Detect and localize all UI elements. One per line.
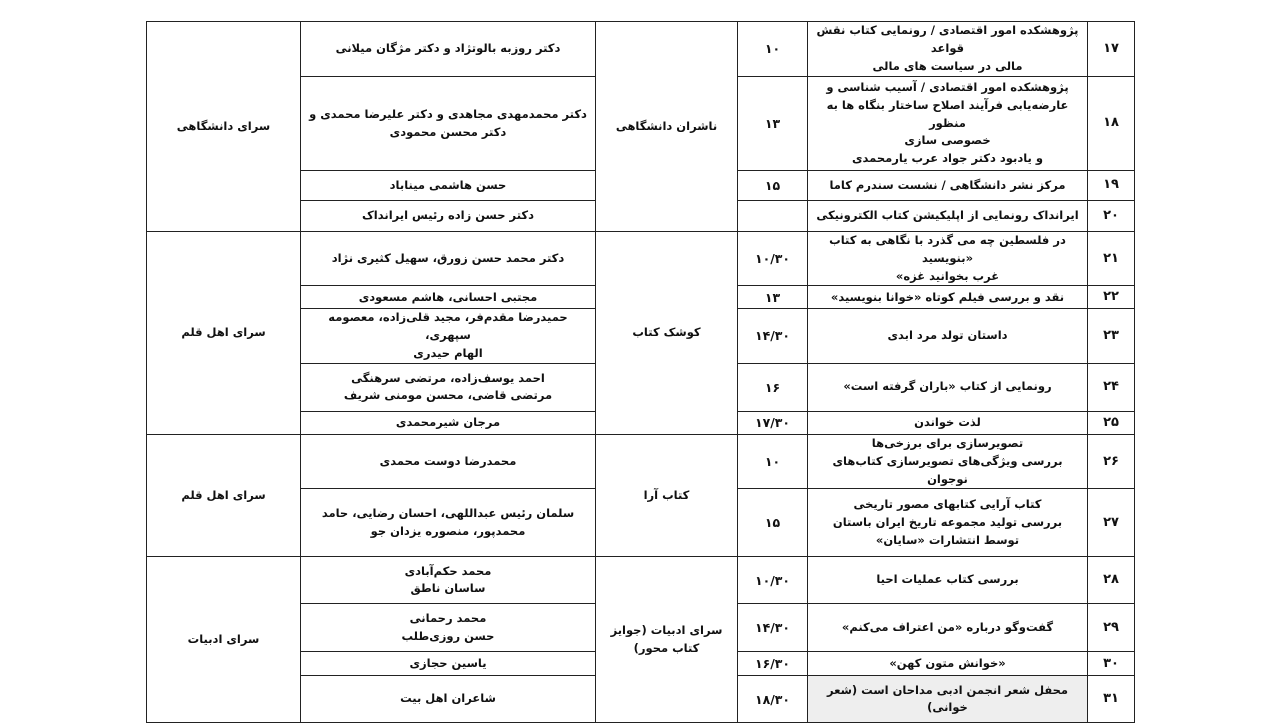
event-title-line: گفت‌وگو درباره «من اعتراف می‌کنم» [841, 619, 1054, 634]
event-title-line: بررسی ویژگی‌های تصویرسازی کتاب‌های نوجوان [832, 453, 1063, 486]
participant-line: حمیدرضا مقدم‌فر، مجید قلی‌زاده، معصومه سپهری، [328, 310, 568, 343]
event-title [808, 557, 1088, 604]
venue-label-line: کتاب محور) [633, 640, 700, 655]
hall-cell: سرای ادبیات [147, 557, 301, 723]
participant-line: دکتر روزبه بالوتژاد و دکتر مژگان میلانی [335, 41, 561, 56]
venue-cell: کوشک کتاب [596, 232, 738, 435]
row-number: ۲۱ [1088, 232, 1135, 286]
participant-line: دکتر محمد حسن زورق، سهیل کثیری نژاد [331, 250, 565, 265]
event-time: ۱۵ [738, 171, 808, 201]
event-title [808, 604, 1088, 652]
event-title-line: ایرانداک رونمایی از اپلیکیشن کتاب الکترونیکی [816, 208, 1079, 223]
row-number: ۳۱ [1088, 676, 1135, 723]
table-row [147, 22, 1135, 77]
event-title-line: مرکز نشر دانشگاهی / نشست سندرم کاما [829, 177, 1066, 192]
table-row [147, 434, 1135, 488]
hall-cell: سرای اهل قلم [147, 434, 301, 556]
event-title [808, 232, 1088, 286]
event-title [808, 201, 1088, 232]
event-time: ۱۳ [738, 77, 808, 171]
event-time [738, 201, 808, 232]
participant-line: حسن هاشمی میناباد [389, 177, 507, 192]
participant-line: الهام حیدری [413, 346, 483, 361]
venue-label-line: سرای ادبیات (جوایز [610, 623, 723, 637]
event-title-line: و یادبود دکتر جواد عرب یارمحمدی [851, 151, 1044, 166]
participant-line: شاعران اهل بیت [400, 691, 496, 706]
event-title [808, 22, 1088, 77]
row-number: ۲۲ [1088, 286, 1135, 309]
schedule-body [147, 22, 1135, 723]
participant-line: سلمان رئیس عبداللهی، احسان رضایی، حامد [321, 506, 575, 520]
participant-line: محمدرضا دوست محمدی [379, 453, 517, 468]
row-number: ۲۷ [1088, 489, 1135, 557]
participant-line: مجتبی احسانی، هاشم مسعودی [358, 289, 538, 304]
event-title [808, 411, 1088, 434]
participants [301, 676, 596, 723]
event-title-line: عارضه‌یابی فرآیند اصلاح ساختار بنگاه ها به منظور [826, 97, 1069, 130]
event-time: ۱۸/۳۰ [738, 676, 808, 723]
event-time: ۱۶ [738, 363, 808, 411]
participant-line: دکتر محسن محمودی [389, 124, 507, 139]
table-row [147, 232, 1135, 286]
event-title-line: غرب بخوانید غزه» [895, 268, 1000, 283]
participant-line: محمد حکم‌آبادی [404, 563, 492, 578]
row-number: ۲۳ [1088, 309, 1135, 363]
event-title-line: مالی در سیاست های مالی [872, 58, 1023, 73]
event-time: ۱۰ [738, 22, 808, 77]
row-number: ۱۹ [1088, 171, 1135, 201]
event-time: ۱۴/۳۰ [738, 309, 808, 363]
participant-line: مرجان شیرمحمدی [395, 414, 501, 429]
participants [301, 363, 596, 411]
event-title-line: «خوانش متون کهن» [889, 655, 1006, 670]
event-title-line: نقد و بررسی فیلم کوتاه «خوانا بنویسید» [830, 289, 1065, 304]
participants [301, 489, 596, 557]
participants [301, 652, 596, 676]
participant-line: حسن روزی‌طلب [401, 628, 495, 643]
row-number: ۳۰ [1088, 652, 1135, 676]
participant-line: یاسین حجازی [409, 655, 487, 670]
participants [301, 286, 596, 309]
event-title-line: لذت خواندن [914, 414, 981, 429]
venue-cell [596, 557, 738, 723]
event-time: ۱۳ [738, 286, 808, 309]
event-title-line: محفل شعر انجمن ادبی مداحان است (شعر [826, 682, 1069, 697]
event-time: ۱۶/۳۰ [738, 652, 808, 676]
participant-line: ساسان ناطق [410, 581, 486, 596]
event-title [808, 676, 1088, 723]
row-number: ۱۸ [1088, 77, 1135, 171]
row-number: ۲۶ [1088, 434, 1135, 488]
event-title-line: خوانی) [927, 700, 968, 715]
event-time: ۱۰/۳۰ [738, 232, 808, 286]
participants [301, 22, 596, 77]
event-title-line: پژوهشکده امور اقتصادی / رونمایی کتاب نقش قواعد [816, 23, 1079, 56]
participant-line: احمد یوسف‌زاده، مرتضی سرهنگی [351, 370, 545, 385]
event-title-line: بررسی تولید مجموعه تاریخ ایران باستان [832, 514, 1063, 529]
event-title-line: پژوهشکده امور اقتصادی / آسیب شناسی و [826, 79, 1069, 94]
participants [301, 309, 596, 363]
row-number: ۲۸ [1088, 557, 1135, 604]
row-number: ۲۵ [1088, 411, 1135, 434]
venue-cell: کتاب آرا [596, 434, 738, 556]
event-title [808, 309, 1088, 363]
event-title-line: در فلسطین چه می گذرد با نگاهی به کتاب «بنویسید [829, 233, 1066, 265]
participant-line: مرتضی قاضی، محسن مومنی شریف [343, 388, 553, 403]
event-title-line: بررسی کتاب عملیات احیا [876, 572, 1019, 587]
row-number: ۲۰ [1088, 201, 1135, 232]
event-title [808, 171, 1088, 201]
event-title [808, 434, 1088, 488]
row-number: ۲۴ [1088, 363, 1135, 411]
participant-line: محمدپور، منصوره یزدان جو [370, 523, 526, 538]
event-time: ۱۷/۳۰ [738, 411, 808, 434]
event-title [808, 363, 1088, 411]
participants [301, 171, 596, 201]
event-title-line: توسط انتشارات «سایان» [875, 532, 1020, 547]
hall-cell: سرای اهل قلم [147, 232, 301, 435]
participant-line: دکتر حسن زاده رئیس ایرانداک [362, 208, 534, 223]
event-title-line: تصویرسازی برای برزخی‌ها [871, 435, 1024, 450]
hall-cell: سرای دانشگاهی [147, 22, 301, 232]
event-title [808, 77, 1088, 171]
event-title-line: رونمایی از کتاب «باران گرفته است» [843, 379, 1052, 394]
participants [301, 411, 596, 434]
event-time: ۱۰ [738, 434, 808, 488]
event-time: ۱۴/۳۰ [738, 604, 808, 652]
venue-cell: ناشران دانشگاهی [596, 22, 738, 232]
participants [301, 77, 596, 171]
event-time: ۱۵ [738, 489, 808, 557]
schedule-table [146, 21, 1135, 723]
table-row [147, 557, 1135, 604]
event-title-line: داستان تولد مرد ابدی [887, 328, 1008, 343]
event-title-line: کتاب آرایی کتابهای مصور تاریخی [853, 497, 1042, 512]
participants [301, 434, 596, 488]
participants [301, 232, 596, 286]
event-time: ۱۰/۳۰ [738, 557, 808, 604]
event-title [808, 286, 1088, 309]
event-title [808, 652, 1088, 676]
participant-line: دکتر محمدمهدی مجاهدی و دکتر علیرضا محمدی و [309, 106, 587, 121]
participants [301, 604, 596, 652]
row-number: ۱۷ [1088, 22, 1135, 77]
participant-line: محمد رحمانی [409, 611, 487, 625]
participants [301, 201, 596, 232]
participants [301, 557, 596, 604]
row-number: ۲۹ [1088, 604, 1135, 652]
event-title-line: خصوصی سازی [904, 133, 991, 148]
event-title [808, 489, 1088, 557]
